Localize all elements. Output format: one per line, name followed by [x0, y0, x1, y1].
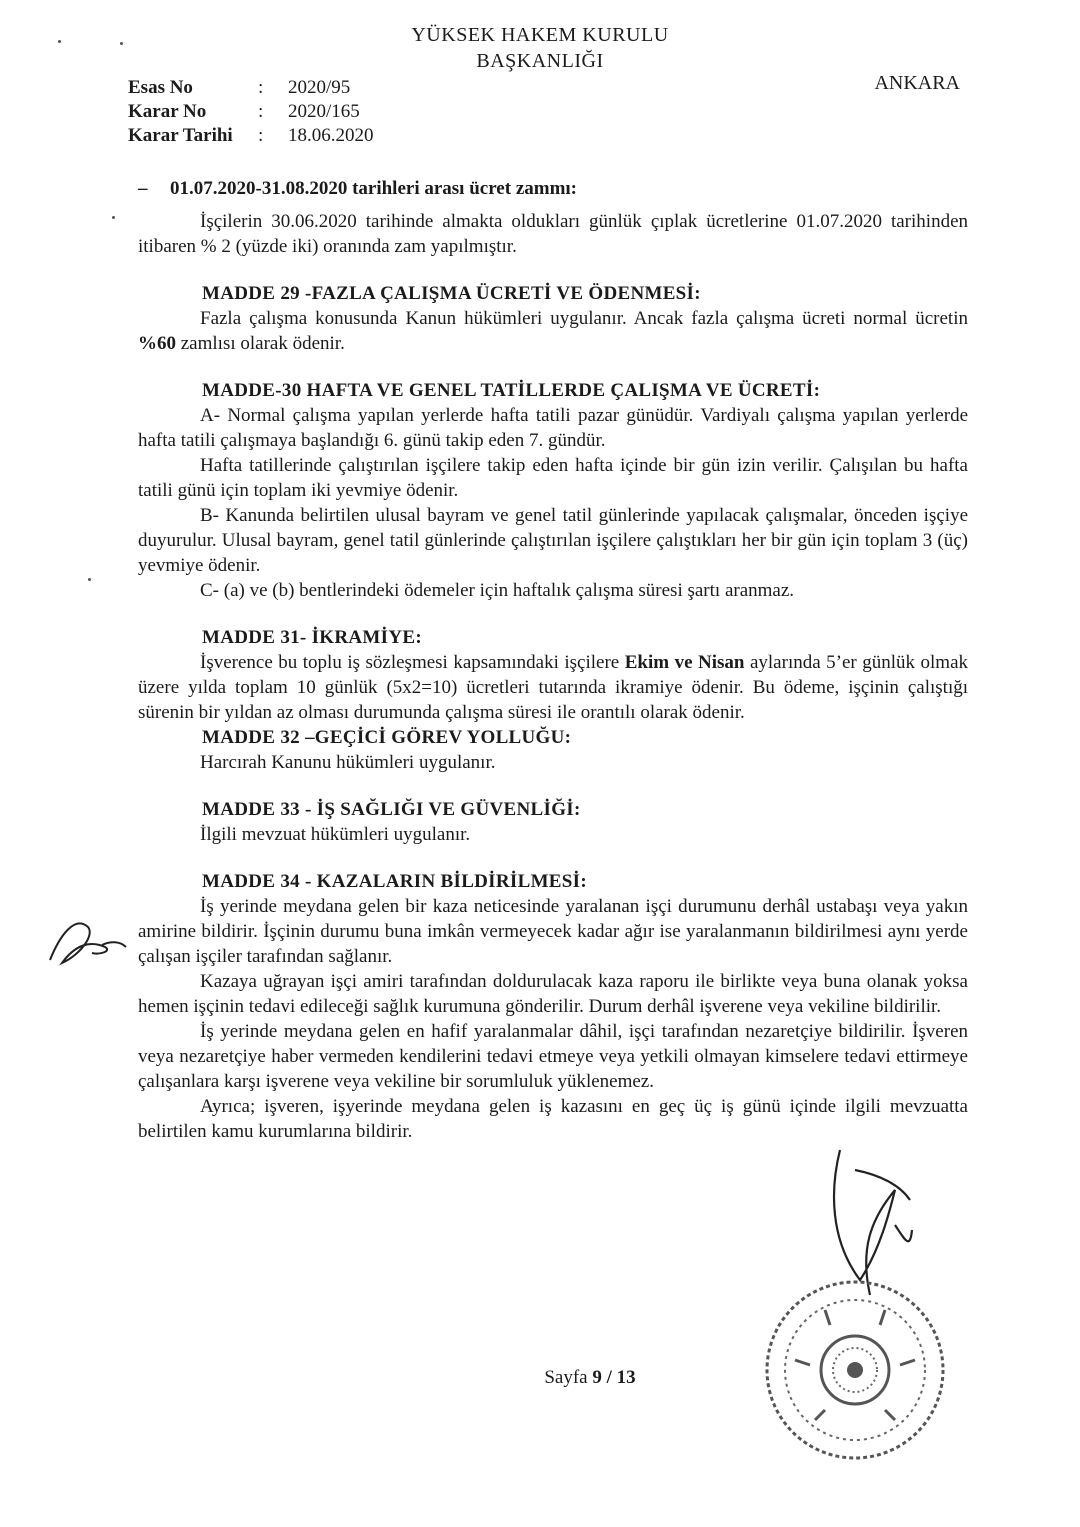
scan-speck	[88, 578, 91, 581]
margin-initials	[40, 905, 130, 975]
madde-33-text: İlgili mevzuat hükümleri uygulanır.	[200, 824, 471, 845]
document-body	[138, 176, 968, 1144]
madde-30-para-b: B- Kanunda belirtilen ulusal bayram ve genel tatil günlerinde yapılacak çalışmalar, önceden işçiye duyurulur. Ulusal bayram, genel tatil günlerinde çalıştırılan işçilere çalıştıkları her bir gün için toplam 3 (üç) yevmiye ödenir.	[138, 505, 968, 576]
scan-speck	[120, 42, 123, 45]
madde-30-para-c: C- (a) ve (b) bentlerindeki ödemeler için haftalık çalışma süresi şartı aranmaz.	[200, 580, 795, 601]
meta-row-karar: Karar No : 2020/165	[128, 101, 360, 122]
page-number: Sayfa 9 / 13	[544, 1367, 636, 1388]
scan-speck	[58, 40, 61, 43]
institution-title: YÜKSEK HAKEM KURULU	[411, 24, 669, 46]
scan-speck	[112, 216, 115, 219]
madde-30-heading: MADDE-30 HAFTA VE GENEL TATİLLERDE ÇALIŞMA VE ÜCRETİ:	[202, 380, 821, 401]
institution-subtitle: BAŞKANLIĞI	[476, 50, 604, 72]
meta-row-tarih: Karar Tarihi : 18.06.2020	[128, 125, 374, 146]
madde-29-heading: MADDE 29 -FAZLA ÇALIŞMA ÜCRETİ VE ÖDENMESİ:	[202, 283, 701, 304]
madde-34-para-4: Ayrıca; işveren, işyerinde meydana gelen iş kazasını en geç üç iş günü içinde ilgili mevzuatta belirtilen kamu kurumlarına bildirir.	[138, 1096, 968, 1142]
meta-row-esas: Esas No : 2020/95	[128, 77, 351, 98]
madde-33-heading: MADDE 33 - İŞ SAĞLIĞI VE GÜVENLİĞİ:	[202, 799, 581, 820]
madde-34-para-1: İş yerinde meydana gelen bir kaza neticesinde yaralanan işçi durumunu derhâl ustabaşı veya yakın amirine bildirir. İşçinin durumu buna imkân vermeyecek kadar ağır ise yaralanmanın bildirilmesi aynı yerde çalışan işçiler tarafından sağlanır.	[138, 896, 968, 967]
madde-34-para-3: İş yerinde meydana gelen en hafif yaralanmalar dâhil, işçi tarafından nezaretçiye bildirilir. İşveren veya nezaretçiye haber vermeden kendilerini tedavi etmeye veya yetkili olmayan kimselere tedavi ettirmeye çalışanlara karşı işverene veya vekiline bir sorumluluk yüklenemez.	[138, 1021, 968, 1092]
madde-31-text: İşverence bu toplu iş sözleşmesi kapsamındaki işçilere Ekim ve Nisan aylarında 5’er günlük olmak üzere yılda toplam 10 günlük (5x2=10) ücretleri tutarında ikramiye ödenir. Bu ödeme, işçinin çalıştığı sürenin bir yıldan az olması durumunda çalışma süresi ile orantılı olarak ödenir.	[138, 652, 969, 723]
city-label: ANKARA	[874, 72, 960, 94]
madde-30-para-a: A- Normal çalışma yapılan yerlerde hafta tatili pazar günüdür. Vardiyalı çalışma yapılan yerlerde hafta tatili çalışmaya başlandığı 6. günü takip eden 7. gündür.	[138, 405, 968, 451]
madde-30-para-holiday: Hafta tatillerinde çalıştırılan işçilere takip eden hafta içinde bir gün izin verilir. Çalışılan bu hafta tatili günü için toplam iki yevmiye ödenir.	[138, 455, 968, 501]
raise-heading: – 01.07.2020-31.08.2020 tarihleri arası ücret zammı:	[138, 178, 578, 199]
madde-31-heading: MADDE 31- İKRAMİYE:	[202, 627, 422, 648]
case-meta	[128, 76, 374, 148]
madde-32-text: Harcırah Kanunu hükümleri uygulanır.	[200, 752, 496, 773]
madde-34-para-2: Kazaya uğrayan işçi amiri tarafından doldurulacak kaza raporu ile birlikte veya buna olanak yoksa hemen işçinin tedavi edileceği sağlık kurumuna gönderilir. Durum derhâl işverene veya vekiline bildirilir.	[138, 971, 968, 1017]
madde-32-heading: MADDE 32 –GEÇİCİ GÖREV YOLLUĞU:	[202, 727, 572, 748]
madde-29-text: Fazla çalışma konusunda Kanun hükümleri uygulanır. Ancak fazla çalışma ücreti normal ücretin %60 zamlısı olarak ödenir.	[138, 308, 968, 354]
raise-text: İşçilerin 30.06.2020 tarihinde almakta oldukları günlük çıplak ücretlerine 01.07.2020 tarihinden itibaren % 2 (yüzde iki) oranında zam yapılmıştır.	[138, 211, 968, 257]
madde-34-heading: MADDE 34 - KAZALARIN BİLDİRİLMESİ:	[202, 871, 587, 892]
